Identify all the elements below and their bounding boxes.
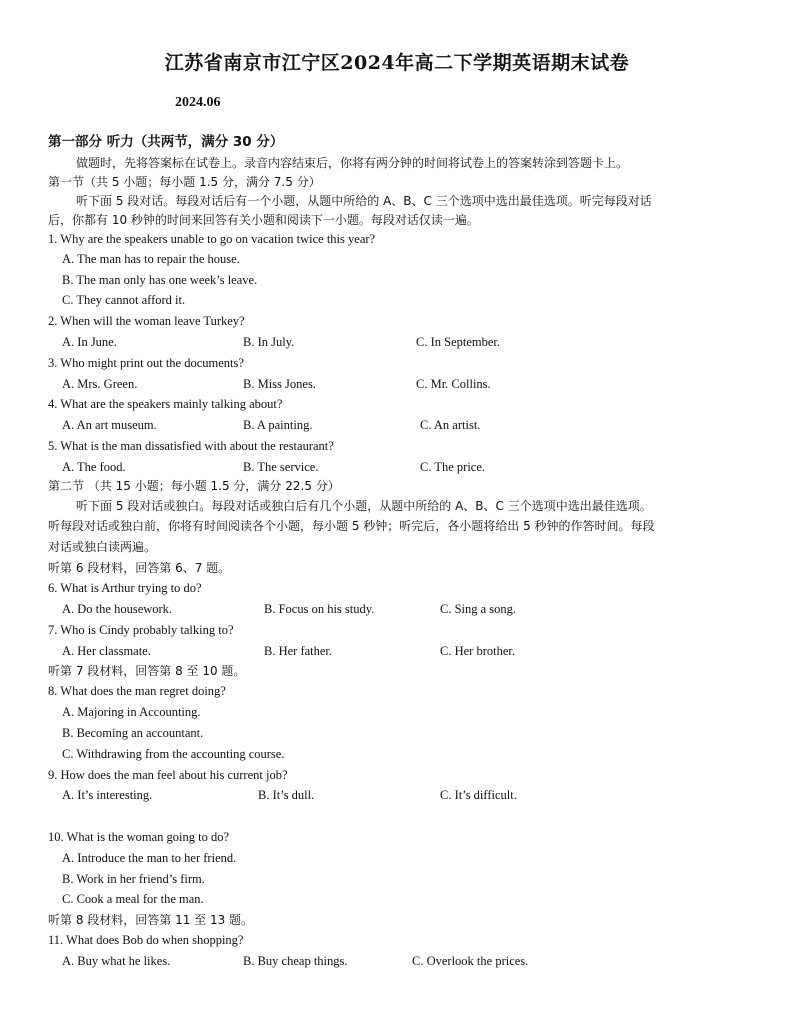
section2-instructions-line3: 对话或独白读两遍。 [48, 540, 157, 554]
question-6-option-c: C. Sing a song. [440, 602, 517, 616]
question-4-stem: 4. What are the speakers mainly talking about? [48, 397, 283, 411]
question-5-stem: 5. What is the man dissatisfied with about the restaurant? [48, 439, 334, 453]
section2-heading: 第二节 （共 15 小题；每小题 1.5 分，满分 22.5 分） [48, 479, 340, 493]
question-8-option-a: A. Majoring in Accounting. [62, 705, 201, 719]
question-9-option-c: C. It’s difficult. [440, 788, 517, 802]
question-9-option-a: A. It’s interesting. [62, 788, 153, 802]
question-2-option-a: A. In June. [62, 335, 117, 349]
question-2-option-c: C. In September. [416, 335, 501, 349]
exam-title: 江苏省南京市江宁区2024年高二下学期英语期末试卷 [164, 52, 630, 74]
question-11-option-c: C. Overlook the prices. [412, 954, 529, 968]
question-10-option-b: B. Work in her friend’s firm. [62, 872, 205, 886]
question-3-option-b: B. Miss Jones. [243, 377, 316, 391]
material-6-note: 听第 6 段材料，回答第 6、7 题。 [48, 561, 231, 575]
question-6-option-a: A. Do the housework. [62, 602, 173, 616]
question-8-option-c: C. Withdrawing from the accounting course. [62, 747, 285, 761]
part1-heading: 第一部分 听力（共两节，满分 30 分） [48, 134, 284, 150]
question-3-option-a: A. Mrs. Green. [62, 377, 138, 391]
question-7-stem: 7. Who is Cindy probably talking to? [48, 623, 234, 637]
question-3-option-c: C. Mr. Collins. [416, 377, 491, 391]
question-9-option-b: B. It’s dull. [258, 788, 315, 802]
question-4-option-b: B. A painting. [243, 418, 313, 432]
question-10-stem: 10. What is the woman going to do? [48, 830, 229, 844]
exam-date: 2024.06 [175, 95, 221, 110]
question-10-option-c: C. Cook a meal for the man. [62, 892, 204, 906]
question-10-option-a: A. Introduce the man to her friend. [62, 851, 237, 865]
question-5-option-a: A. The food. [62, 460, 126, 474]
question-7-option-a: A. Her classmate. [62, 644, 151, 658]
question-2-stem: 2. When will the woman leave Turkey? [48, 314, 245, 328]
question-11-option-b: B. Buy cheap things. [243, 954, 348, 968]
section2-instructions-line1: 听下面 5 段对话或独白。每段对话或独白后有几个小题，从题中所给的 A、B、C 三个选项中选出最佳选项。 [76, 499, 652, 513]
question-11-option-a: A. Buy what he likes. [62, 954, 171, 968]
question-2-option-b: B. In July. [243, 335, 295, 349]
question-4-option-c: C. An artist. [420, 418, 481, 432]
section1-instructions-line2: 后，你都有 10 秒钟的时间来回答有关小题和阅读下一小题。每段对话仅读一遍。 [48, 213, 479, 227]
question-5-option-b: B. The service. [243, 460, 319, 474]
material-7-note: 听第 7 段材料，回答第 8 至 10 题。 [48, 664, 246, 678]
section1-instructions-line1: 听下面 5 段对话。每段对话后有一个小题，从题中所给的 A、B、C 三个选项中选出最佳选项。听完每段对话 [76, 194, 652, 208]
question-9-stem: 9. How does the man feel about his current job? [48, 768, 288, 782]
question-1-stem: 1. Why are the speakers unable to go on vacation twice this year? [48, 232, 376, 246]
question-7-option-b: B. Her father. [264, 644, 333, 658]
question-11-stem: 11. What does Bob do when shopping? [48, 933, 244, 947]
part1-intro: 做题时，先将答案标在试卷上。录音内容结束后，你将有两分钟的时间将试卷上的答案转涂到答题卡上。 [76, 156, 629, 170]
question-6-stem: 6. What is Arthur trying to do? [48, 581, 202, 595]
question-5-option-c: C. The price. [420, 460, 486, 474]
material-8-note: 听第 8 段材料，回答第 11 至 13 题。 [48, 913, 254, 927]
section2-instructions-line2: 听每段对话或独白前，你将有时间阅读各个小题，每小题 5 秒钟；听完后，各小题将给出 5 秒钟的作答时间。每段 [48, 519, 655, 533]
question-4-option-a: A. An art museum. [62, 418, 157, 432]
question-1-option-b: B. The man only has one week’s leave. [62, 273, 258, 287]
question-1-option-c: C. They cannot afford it. [62, 293, 186, 307]
question-3-stem: 3. Who might print out the documents? [48, 356, 244, 370]
question-8-stem: 8. What does the man regret doing? [48, 684, 226, 698]
section1-heading: 第一节（共 5 小题；每小题 1.5 分，满分 7.5 分） [48, 175, 321, 189]
question-1-option-a: A. The man has to repair the house. [62, 252, 240, 266]
question-7-option-c: C. Her brother. [440, 644, 515, 658]
question-8-option-b: B. Becoming an accountant. [62, 726, 204, 740]
question-6-option-b: B. Focus on his study. [264, 602, 375, 616]
